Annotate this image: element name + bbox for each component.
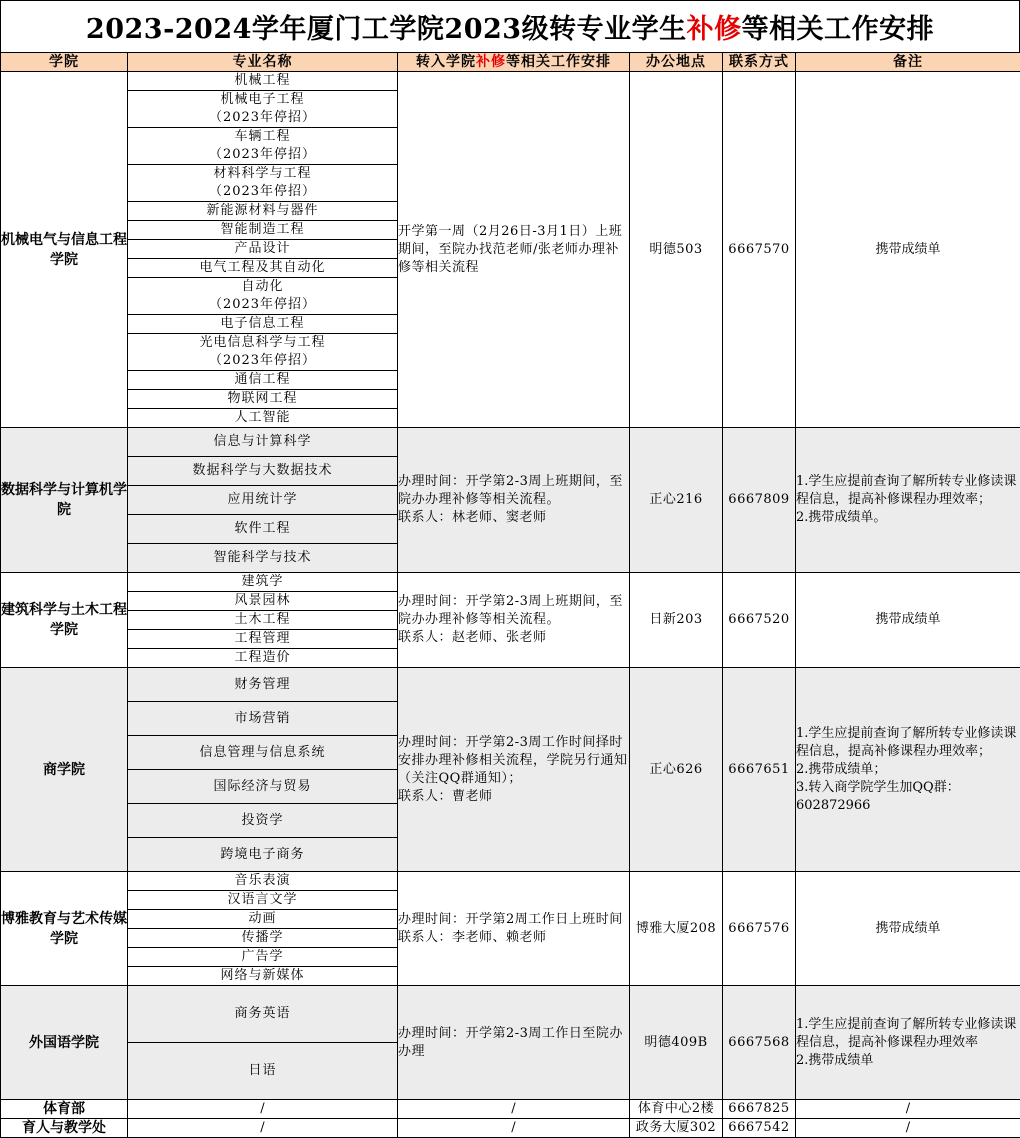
major-name-cell: 传播学: [128, 929, 398, 948]
office-location-cell: 博雅大厦208: [630, 872, 723, 986]
major-name-cell: 财务管理: [128, 668, 398, 702]
office-location-cell: 政务大厦302: [630, 1119, 723, 1138]
notes-cell: 携带成绩单: [796, 72, 1020, 428]
college-name-cell: 机械电气与信息工程学院: [1, 72, 128, 428]
header-arrangement: [398, 53, 630, 72]
contact-phone-cell: 6667570: [723, 72, 796, 428]
table-row: [1, 1119, 1020, 1138]
major-name-cell: 汉语言文学: [128, 891, 398, 910]
page-title: [0, 0, 1020, 52]
arrangement-cell: /: [398, 1100, 630, 1119]
header-arrangement-before: 转入学院: [416, 54, 476, 70]
major-name-cell: 电气工程及其自动化: [128, 259, 398, 278]
major-name-cell: 土木工程: [128, 611, 398, 630]
arrangement-cell: 办理时间：开学第2-3周工作日至院办办理: [398, 986, 630, 1100]
header-college: 学院: [1, 53, 128, 72]
college-name-cell: 建筑科学与土木工程学院: [1, 573, 128, 668]
table-row: [1, 668, 1020, 702]
major-name-cell: 数据科学与大数据技术: [128, 457, 398, 486]
header-contact: 联系方式: [723, 53, 796, 72]
major-name-cell: 动画: [128, 910, 398, 929]
contact-phone-cell: 6667520: [723, 573, 796, 668]
header-notes: 备注: [796, 53, 1020, 72]
schedule-table: [0, 52, 1020, 1138]
notes-cell: 携带成绩单: [796, 872, 1020, 986]
major-name-cell: 智能制造工程: [128, 221, 398, 240]
arrangement-cell: /: [398, 1119, 630, 1138]
contact-phone-cell: 6667651: [723, 668, 796, 872]
major-name-cell: 应用统计学: [128, 486, 398, 515]
major-name-cell: 市场营销: [128, 702, 398, 736]
table-row: [1, 986, 1020, 1043]
arrangement-cell: 办理时间：开学第2-3周上班期间，至院办办理补修等相关流程。 联系人：赵老师、张老师: [398, 573, 630, 668]
major-name-cell: 网络与新媒体: [128, 967, 398, 986]
office-location-cell: 正心216: [630, 428, 723, 573]
major-name-cell: 信息与计算科学: [128, 428, 398, 457]
major-name-cell: 智能科学与技术: [128, 544, 398, 573]
major-name-cell: 音乐表演: [128, 872, 398, 891]
major-name-cell: 国际经济与贸易: [128, 770, 398, 804]
notes-cell: 1.学生应提前查询了解所转专业修读课程信息，提高补修课程办理效率； 2.携带成绩单； 3.转入商学院学生加QQ群：602872966: [796, 668, 1020, 872]
major-name-cell: 材料科学与工程 （2023年停招）: [128, 165, 398, 202]
major-name-cell: 车辆工程 （2023年停招）: [128, 128, 398, 165]
major-name-cell: 产品设计: [128, 240, 398, 259]
table-row: [1, 72, 1020, 91]
college-name-cell: 体育部: [1, 1100, 128, 1119]
table-row: [1, 1100, 1020, 1119]
notes-cell: 1.学生应提前查询了解所转专业修读课程信息，提高补修课程办理效率 2.携带成绩单: [796, 986, 1020, 1100]
header-major: 专业名称: [128, 53, 398, 72]
notes-cell: 1.学生应提前查询了解所转专业修读课程信息，提高补修课程办理效率； 2.携带成绩单。: [796, 428, 1020, 573]
arrangement-cell: 开学第一周（2月26日-3月1日）上班期间，至院办找范老师/张老师办理补修等相关流程: [398, 72, 630, 428]
major-name-cell: 建筑学: [128, 573, 398, 592]
title-text-before: 2023-2024学年厦门工学院2023级转专业学生: [86, 7, 687, 46]
table-row: [1, 872, 1020, 891]
office-location-cell: 正心626: [630, 668, 723, 872]
contact-phone-cell: 6667542: [723, 1119, 796, 1138]
major-name-cell: 信息管理与信息系统: [128, 736, 398, 770]
major-name-cell: 自动化 （2023年停招）: [128, 278, 398, 315]
header-location: 办公地点: [630, 53, 723, 72]
major-name-cell: 商务英语: [128, 986, 398, 1043]
major-name-cell: 光电信息科学与工程 （2023年停招）: [128, 334, 398, 371]
office-location-cell: 明德503: [630, 72, 723, 428]
major-name-cell: 软件工程: [128, 515, 398, 544]
notes-cell: 携带成绩单: [796, 573, 1020, 668]
major-name-cell: 日语: [128, 1043, 398, 1100]
contact-phone-cell: 6667568: [723, 986, 796, 1100]
major-name-cell: 人工智能: [128, 409, 398, 428]
title-text-after: 等相关工作安排: [742, 7, 935, 46]
major-name-cell: 跨境电子商务: [128, 838, 398, 872]
header-arrangement-highlight: 补修: [476, 54, 506, 70]
title-text-highlight: 补修: [687, 7, 742, 46]
table-row: [1, 428, 1020, 457]
college-name-cell: 育人与教学处: [1, 1119, 128, 1138]
notes-cell: /: [796, 1119, 1020, 1138]
office-location-cell: 明德409B: [630, 986, 723, 1100]
contact-phone-cell: 6667809: [723, 428, 796, 573]
college-name-cell: 商学院: [1, 668, 128, 872]
table-header-row: [1, 53, 1020, 72]
header-arrangement-after: 等相关工作安排: [506, 54, 611, 70]
major-name-cell: 工程管理: [128, 630, 398, 649]
major-name-cell: 电子信息工程: [128, 315, 398, 334]
major-name-cell: 广告学: [128, 948, 398, 967]
major-name-cell: 风景园林: [128, 592, 398, 611]
major-name-cell: /: [128, 1100, 398, 1119]
college-name-cell: 外国语学院: [1, 986, 128, 1100]
table-body: [1, 72, 1020, 1138]
arrangement-cell: 办理时间：开学第2-3周工作时间择时安排办理补修相关流程，学院另行通知（关注QQ群通知）； 联系人：曹老师: [398, 668, 630, 872]
major-name-cell: 物联网工程: [128, 390, 398, 409]
major-name-cell: 机械电子工程 （2023年停招）: [128, 91, 398, 128]
arrangement-cell: 办理时间：开学第2-3周上班期间，至院办办理补修等相关流程。 联系人：林老师、窦老师: [398, 428, 630, 573]
major-name-cell: 新能源材料与器件: [128, 202, 398, 221]
contact-phone-cell: 6667576: [723, 872, 796, 986]
major-name-cell: 机械工程: [128, 72, 398, 91]
major-name-cell: /: [128, 1119, 398, 1138]
major-name-cell: 投资学: [128, 804, 398, 838]
office-location-cell: 体育中心2楼: [630, 1100, 723, 1119]
major-name-cell: 工程造价: [128, 649, 398, 668]
office-location-cell: 日新203: [630, 573, 723, 668]
contact-phone-cell: 6667825: [723, 1100, 796, 1119]
arrangement-cell: 办理时间：开学第2周工作日上班时间 联系人：李老师、赖老师: [398, 872, 630, 986]
college-name-cell: 数据科学与计算机学院: [1, 428, 128, 573]
notes-cell: /: [796, 1100, 1020, 1119]
major-name-cell: 通信工程: [128, 371, 398, 390]
table-row: [1, 573, 1020, 592]
college-name-cell: 博雅教育与艺术传媒学院: [1, 872, 128, 986]
